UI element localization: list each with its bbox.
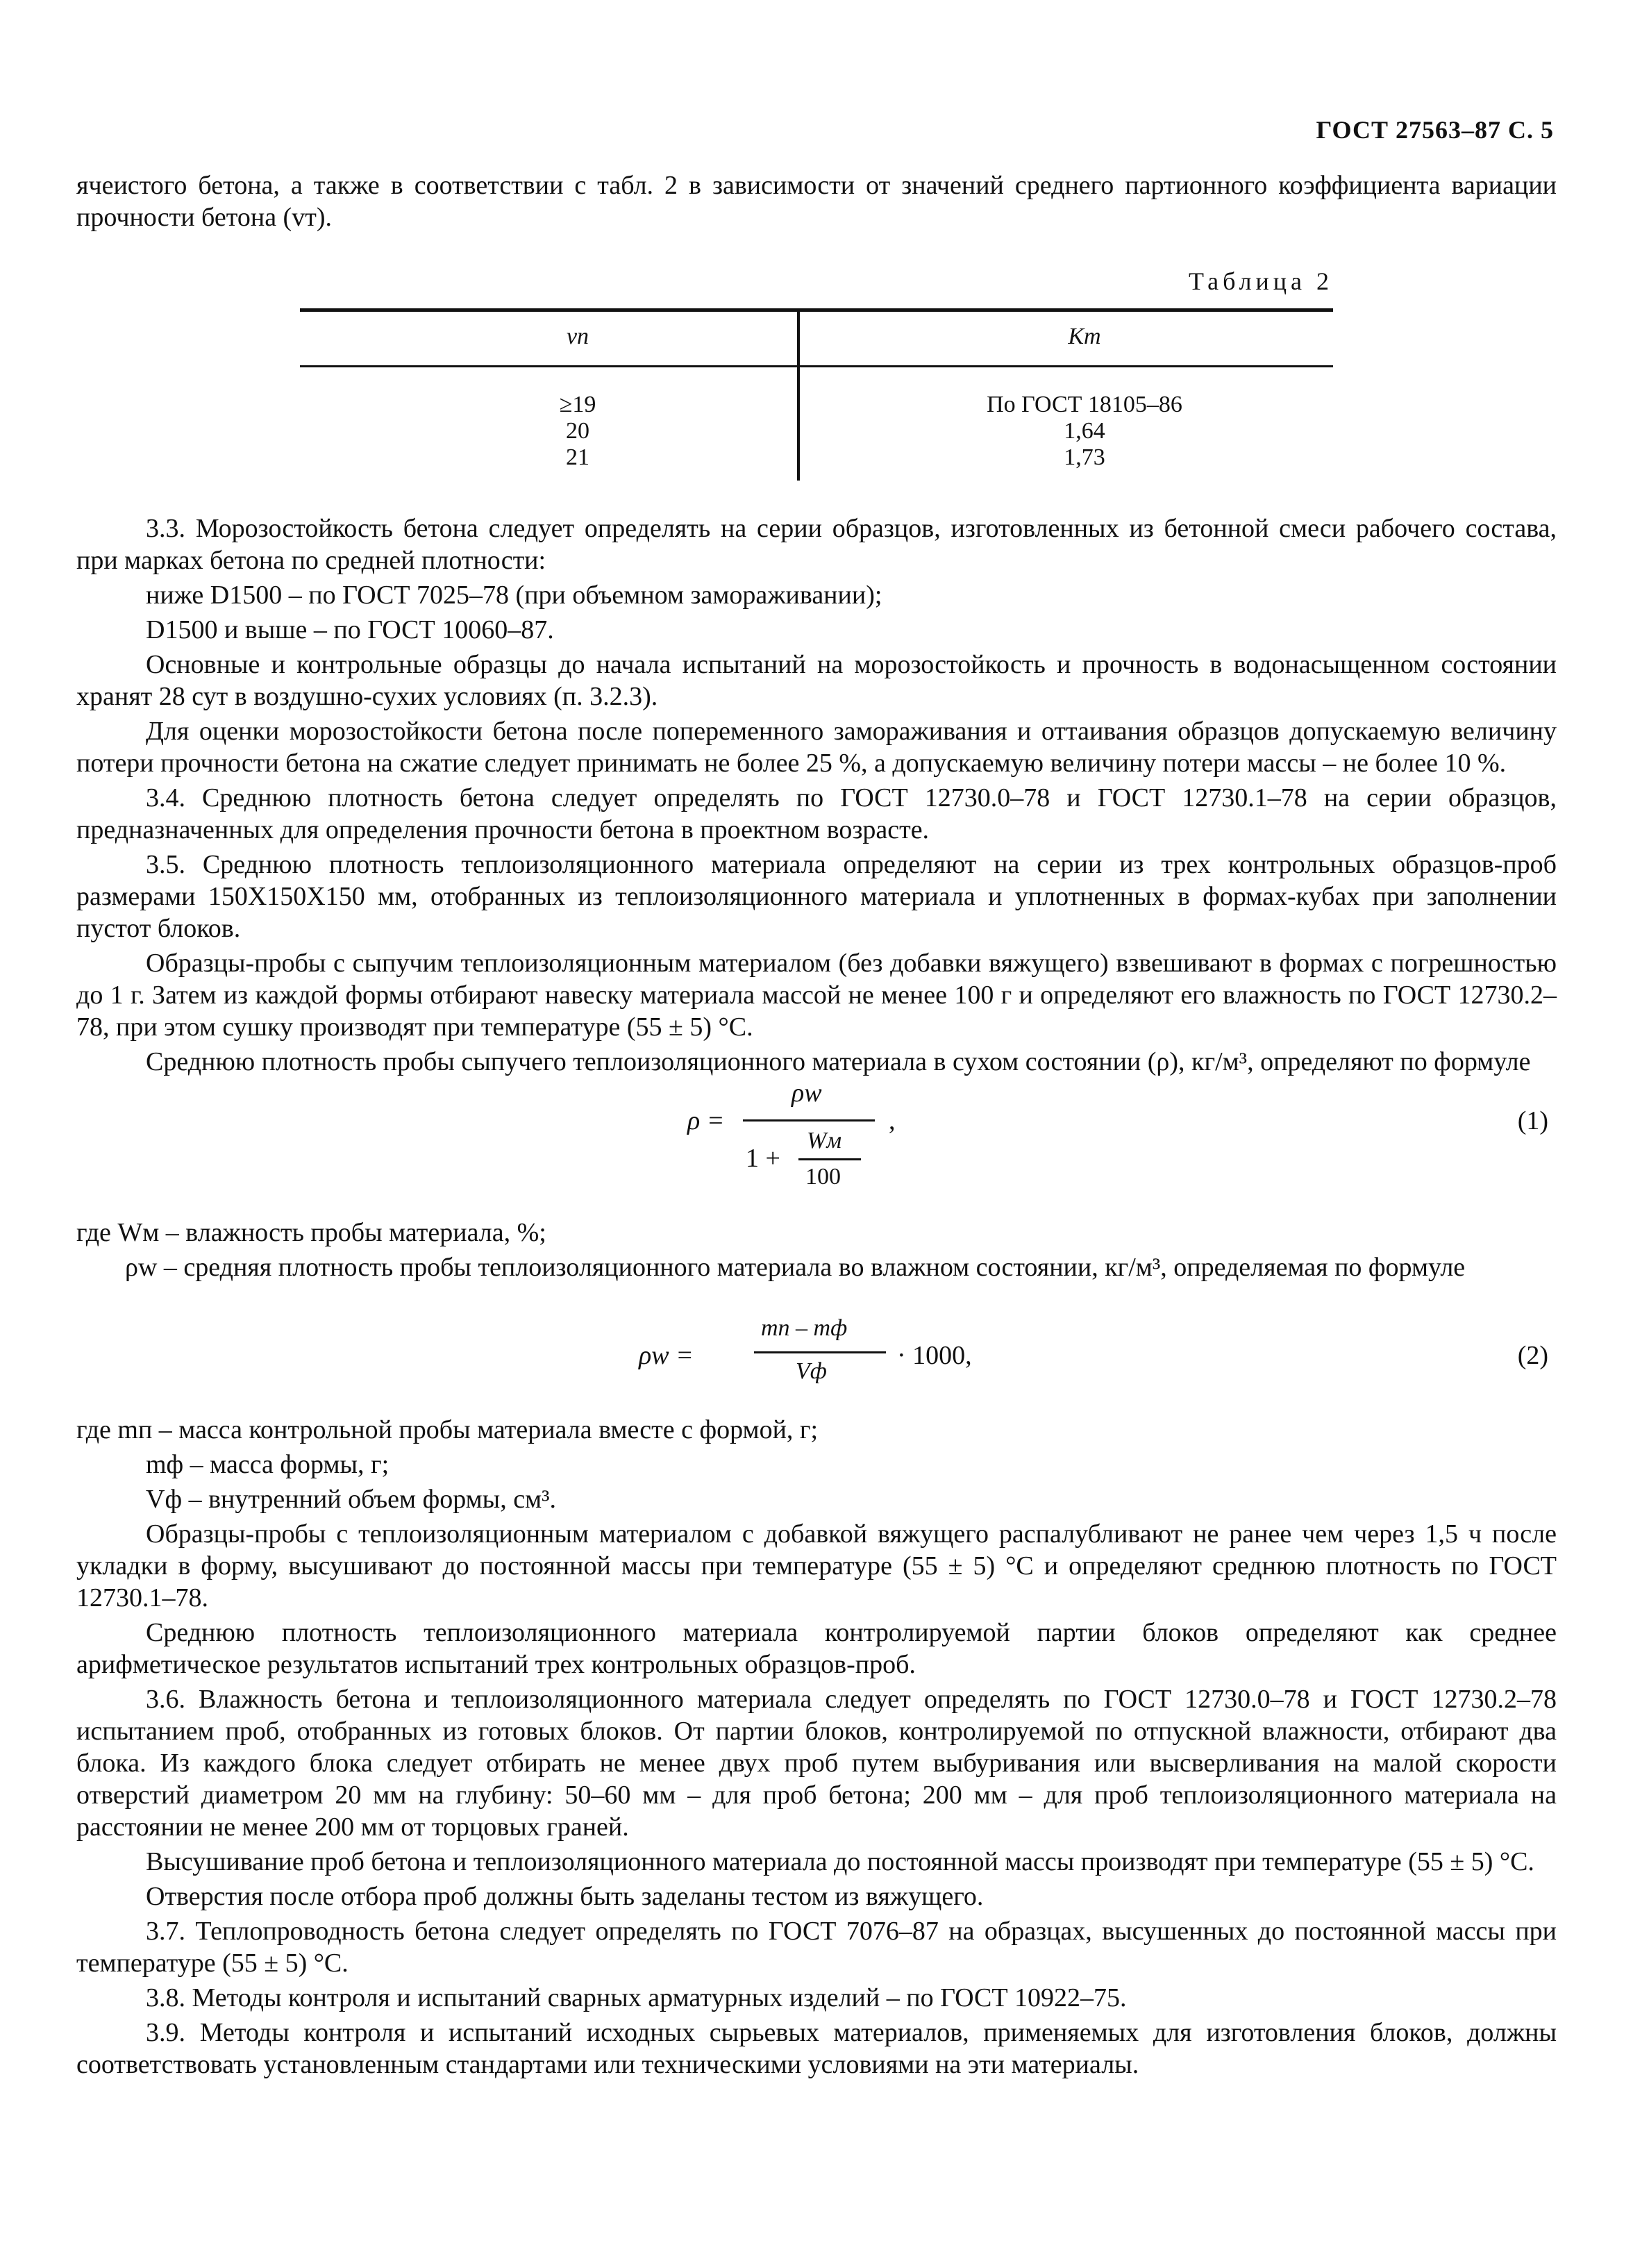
formula-2-fraction-bar bbox=[754, 1351, 886, 1353]
formula-1-inner-denominator: 100 bbox=[805, 1164, 841, 1190]
section-3-7: 3.7. Теплопроводность бетона следует определять по ГОСТ 7076–87 на образцах, высушенных до постоянной массы при температуре (55 ± 5) °С. bbox=[76, 1917, 1557, 1978]
formula-1-where-rho: ρw – средняя плотность пробы теплоизоляционного материала во влажном состоянии, кг/м³, определяемая по формуле bbox=[125, 1253, 1466, 1282]
table-cell: 21 bbox=[566, 444, 589, 470]
section-3-6-paragraph: Отверстия после отбора проб должны быть заделаны тестом из вяжущего. bbox=[146, 1882, 984, 1911]
formula-1-fraction-bar bbox=[743, 1119, 875, 1122]
formula-2 bbox=[639, 1315, 1548, 1399]
formula-2-where-mp: где mп – масса контрольной пробы материала вместе с формой, г; bbox=[76, 1415, 819, 1444]
section-3-3-item-b: D1500 и выше – по ГОСТ 10060–87. bbox=[146, 615, 554, 644]
table-header-rule bbox=[300, 365, 1333, 367]
formula-2-lhs: ρw = bbox=[639, 1341, 694, 1370]
section-3-4: 3.4. Среднюю плотность бетона следует определять по ГОСТ 12730.0–78 и ГОСТ 12730.1–78 на серии образцов, предназначенных для определения прочности бетона в проектном возрасте. bbox=[76, 783, 1557, 844]
formula-1 bbox=[687, 1078, 1548, 1196]
section-3-5-paragraph: Образцы-пробы с сыпучим теплоизоляционным материалом (без добавки вяжущего) взвешивают в формах с погрешностью до 1 г. Затем из каждой формы отбирают навеску материала массой не менее 100 г и определяют его влажность по ГОСТ 12730.2–78, при этом сушку производят при температуре (55 ± 5) °С. bbox=[76, 949, 1557, 1042]
section-3-9: 3.9. Методы контроля и испытаний исходных сырьевых материалов, применяемых для изготовления блоков, должны соответствовать установленным стандартами или техническими условиями на эти материалы. bbox=[76, 2018, 1557, 2079]
formula-1-legend bbox=[76, 1217, 1557, 1286]
table-header-vp: vп bbox=[566, 324, 589, 349]
formula-2-legend-and-sections bbox=[76, 1414, 1557, 2083]
formula-1-lhs: ρ = bbox=[687, 1106, 725, 1135]
section-3-5-paragraph: Образцы-пробы с теплоизоляционным материалом с добавкой вяжущего распалубливают не ранее чем через 1,5 ч после укладки в форму, высушивают до постоянной массы при температуре (55 ± 5) °С и определяют среднюю плотность по ГОСТ 12730.1–78. bbox=[76, 1519, 1557, 1612]
table-cell: 20 bbox=[566, 418, 589, 444]
formula-2-numerator: mп – mф bbox=[761, 1315, 848, 1341]
formula-1-tail: , bbox=[889, 1106, 896, 1135]
intro-paragraph: ячеистого бетона, а также в соответствии с табл. 2 в зависимости от значений среднего партионного коэффициента вариации прочности бетона (vт). bbox=[76, 171, 1557, 232]
formula-2-where-mf: mф – масса формы, г; bbox=[146, 1450, 390, 1479]
table-header-kt: Kт bbox=[1068, 324, 1101, 349]
formula-1-inner-numerator: Wм bbox=[807, 1128, 842, 1153]
table-top-rule bbox=[300, 308, 1333, 312]
section-3-6-paragraph: Высушивание проб бетона и теплоизоляционного материала до постоянной массы производят при температуре (55 ± 5) °С. bbox=[146, 1847, 1534, 1876]
formula-1-where-wm: где Wм – влажность пробы материала, %; bbox=[76, 1218, 546, 1247]
table-column-vp bbox=[508, 392, 647, 471]
formula-1-denominator-prefix: 1 + bbox=[746, 1144, 780, 1173]
formula-1-numerator: ρw bbox=[792, 1078, 822, 1108]
formula-2-denominator: Vф bbox=[796, 1358, 827, 1384]
formula-2-label: (2) bbox=[1517, 1341, 1548, 1370]
section-3-5-paragraph: Среднюю плотность теплоизоляционного материала контролируемой партии блоков определяют как среднее арифметическое результатов испытаний трех контрольных образцов-проб. bbox=[76, 1618, 1557, 1679]
section-3-3-paragraph: Основные и контрольные образцы до начала испытаний на морозостойкость и прочность в водонасыщенном состоянии хранят 28 сут в воздушно-сухих условиях (п. 3.2.3). bbox=[76, 650, 1557, 711]
table-column-divider bbox=[797, 308, 800, 481]
section-3-3: 3.3. Морозостойкость бетона следует определять на серии образцов, изготовленных из бетонной смеси рабочего состава, при марках бетона по средней плотности: bbox=[76, 514, 1557, 575]
table-cell: ≥19 bbox=[559, 392, 596, 417]
section-3-8: 3.8. Методы контроля и испытаний сварных арматурных изделий – по ГОСТ 10922–75. bbox=[146, 1983, 1127, 2012]
table-cell: 1,73 bbox=[1064, 444, 1105, 470]
sections-3-3-to-3-5 bbox=[76, 512, 1557, 1081]
section-3-6: 3.6. Влажность бетона и теплоизоляционного материала следует определять по ГОСТ 12730.0–78 и ГОСТ 12730.2–78 испытанием проб, отобранных из готовых блоков. От партии блоков, контролируемой по отпускной влажности, отбирают два блока. Из каждого блока следует отбирать не менее двух проб путем выбуривания или высверливания на малой скорости отверстий диаметром 20 мм на глубину: 50–60 мм – для проб бетона; 200 мм – для проб теплоизоляционного материала на расстоянии не менее 200 мм от торцовых граней. bbox=[76, 1685, 1557, 1842]
section-3-5-paragraph: Среднюю плотность пробы сыпучего теплоизоляционного материала в сухом состоянии (ρ), кг/м³, определяют по формуле bbox=[146, 1047, 1531, 1076]
formula-1-label: (1) bbox=[1517, 1106, 1548, 1135]
table-caption: Таблица 2 bbox=[1189, 267, 1333, 295]
section-3-5: 3.5. Среднюю плотность теплоизоляционного материала определяют на серии из трех контрольных образцов-проб размерами 150X150X150 мм, отобранных из теплоизоляционного материала и уплотненных в формах-кубах при заполнении пустот блоков. bbox=[76, 850, 1557, 943]
intro-block bbox=[76, 169, 1557, 236]
section-3-3-item-a: ниже D1500 – по ГОСТ 7025–78 (при объемном замораживании); bbox=[146, 581, 882, 610]
table-2 bbox=[300, 308, 1333, 483]
formula-1-inner-fraction-bar bbox=[798, 1158, 861, 1160]
page-header: ГОСТ 27563–87 С. 5 bbox=[1316, 116, 1554, 144]
formula-2-where-vf: Vф – внутренний объем формы, см³. bbox=[146, 1485, 557, 1514]
formula-2-tail: · 1000, bbox=[897, 1341, 972, 1370]
table-cell: 1,64 bbox=[1064, 418, 1105, 444]
table-column-kt bbox=[925, 392, 1244, 471]
section-3-3-paragraph: Для оценки морозостойкости бетона после попеременного замораживания и оттаивания образцов допускаемую величину потери прочности бетона на сжатие следует принимать не более 25 %, а допускаемую величину потери массы – не более 10 %. bbox=[76, 717, 1557, 778]
table-cell: По ГОСТ 18105–86 bbox=[987, 392, 1182, 417]
